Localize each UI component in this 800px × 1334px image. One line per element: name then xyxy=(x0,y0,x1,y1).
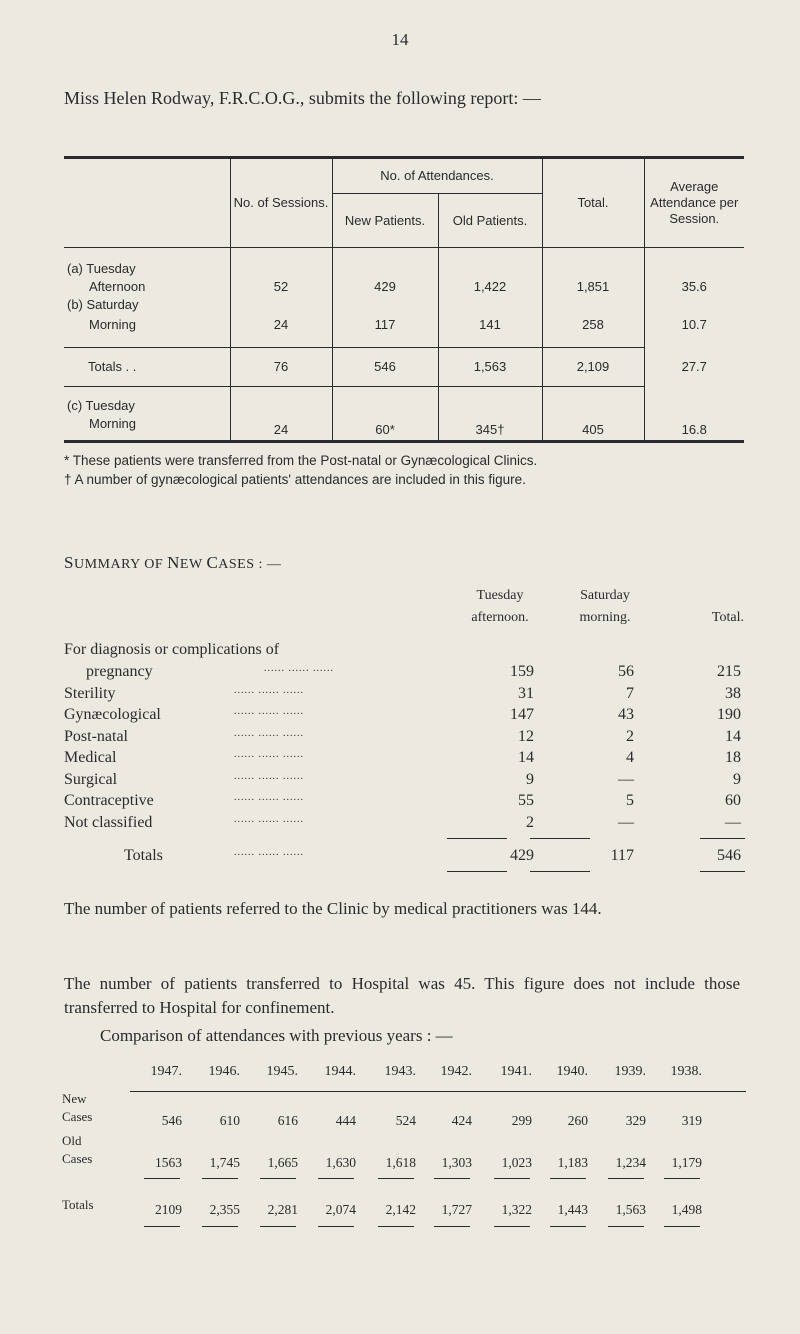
summary-row-tuesday: 14 xyxy=(518,749,534,766)
comparison-old-value: 1,665 xyxy=(267,1155,298,1170)
comparison-year: 1941. xyxy=(500,1064,532,1079)
comparison-rule xyxy=(494,1178,530,1179)
comparison-new-value: 329 xyxy=(625,1113,646,1128)
comparison-label: Comparison of attendances with previous years : — xyxy=(100,1026,453,1045)
summary-title-c: C xyxy=(206,553,219,572)
summary-totals-dots: ...... ...... ...... xyxy=(234,847,304,858)
summary-row-label: Contraceptive xyxy=(64,792,154,809)
row-a-new: 429 xyxy=(332,248,438,316)
header-sessions: No. of Sessions. xyxy=(230,158,332,248)
summary-first-label xyxy=(64,641,744,663)
row-c-total: 405 xyxy=(542,387,644,442)
comparison-total-value: 2,355 xyxy=(209,1202,240,1217)
comparison-new-value: 319 xyxy=(681,1113,702,1128)
summary-row-saturday: 4 xyxy=(626,749,634,766)
comparison-rule xyxy=(434,1226,470,1227)
summary-title-ew: EW xyxy=(179,557,207,572)
row-c-label-1: (c) Tuesday xyxy=(67,398,135,413)
summary-row-label: pregnancy xyxy=(86,663,153,680)
comparison-rule xyxy=(202,1226,238,1227)
comparison-total-value: 1,563 xyxy=(615,1202,646,1217)
summary-row-total: 14 xyxy=(725,727,741,745)
row-a-average: 35.6 xyxy=(681,279,707,294)
row-c-label-2: Morning xyxy=(89,416,136,431)
comparison-old-value: 1563 xyxy=(155,1155,182,1170)
comparison-old-value: 1,618 xyxy=(385,1155,416,1170)
summary-row-total: 38 xyxy=(725,684,741,702)
comparison-rule xyxy=(144,1178,180,1179)
summary-row xyxy=(64,814,744,836)
summary-row-total: 60 xyxy=(725,792,741,809)
table-row-c xyxy=(64,387,744,442)
comparison-new-value: 610 xyxy=(219,1113,240,1128)
comparison-year: 1945. xyxy=(266,1064,298,1079)
footnote-2: † A number of gynæcological patients' attendances are included in this figure. xyxy=(64,472,526,487)
row-c-average: 16.8 xyxy=(681,422,707,437)
row-totals-old: 1,563 xyxy=(438,348,542,387)
summary-title-ummary: UMMARY OF xyxy=(73,557,168,572)
header-average: Average Attendance per Session. xyxy=(644,158,744,248)
comparison-rule xyxy=(260,1178,296,1179)
summary-row-dots: ...... ...... ...... xyxy=(234,792,304,803)
row-a-sessions: 52 xyxy=(230,248,332,316)
summary-col-saturday-1: Saturday xyxy=(580,588,630,603)
comparison-total-value: 1,322 xyxy=(501,1202,532,1217)
summary-row-saturday: 56 xyxy=(618,663,634,680)
summary-row-label: Gynæcological xyxy=(64,706,161,723)
summary-totals-tuesday: 429 xyxy=(510,847,534,864)
summary-rule xyxy=(530,838,590,839)
comparison-year: 1947. xyxy=(150,1064,182,1079)
comparison-rule xyxy=(608,1178,644,1179)
summary-row-dots: ...... ...... ...... xyxy=(234,727,304,739)
comparison-new-value: 546 xyxy=(161,1113,182,1128)
summary-row-tuesday: 159 xyxy=(510,663,534,680)
summary-row-tuesday: 31 xyxy=(518,684,534,702)
summary-row-total: — xyxy=(725,813,741,831)
comparison-rule xyxy=(434,1178,470,1179)
summary-row-saturday: 7 xyxy=(626,684,634,702)
summary-row xyxy=(64,706,744,728)
comparison-total-value: 1,443 xyxy=(557,1202,588,1217)
summary-row xyxy=(64,685,744,707)
summary-row-dots: ...... ...... ...... xyxy=(234,749,304,760)
row-b-label-1: (b) Saturday xyxy=(67,297,139,312)
row-a-total: 1,851 xyxy=(542,248,644,316)
summary-title-n: N xyxy=(167,553,180,572)
comparison-total-value: 1,727 xyxy=(441,1202,472,1217)
comparison-new-value: 616 xyxy=(277,1113,298,1128)
footnotes xyxy=(64,451,744,489)
comparison-year: 1940. xyxy=(556,1064,588,1079)
summary-row-label: Surgical xyxy=(64,770,118,788)
summary-title-ases: ASES : — xyxy=(218,557,282,572)
summary-totals-label: Totals xyxy=(124,847,163,864)
summary-row-label: Medical xyxy=(64,749,117,766)
summary-row-label: Sterility xyxy=(64,684,116,702)
comparison-rule xyxy=(608,1226,644,1227)
summary-row-tuesday: 9 xyxy=(526,770,534,788)
summary-row-tuesday: 12 xyxy=(518,727,534,745)
summary-rule xyxy=(700,838,745,839)
summary-row-dots: ...... ...... ...... xyxy=(234,684,304,696)
comparison-total-value: 2,281 xyxy=(267,1202,298,1217)
row-a-old: 1,422 xyxy=(438,248,542,316)
summary-row-saturday: 2 xyxy=(626,727,634,745)
row-c-new: 60* xyxy=(332,387,438,442)
row-b-total: 258 xyxy=(542,315,644,348)
comparison-rule xyxy=(260,1226,296,1227)
comparison-total-value: 2109 xyxy=(155,1202,182,1217)
summary-row xyxy=(64,771,744,793)
comparison-year: 1943. xyxy=(384,1064,416,1079)
summary-totals-total: 546 xyxy=(717,847,741,864)
comparison-rule xyxy=(494,1226,530,1227)
row-totals-new: 546 xyxy=(332,348,438,387)
comparison-rule xyxy=(378,1226,414,1227)
header-total: Total. xyxy=(542,158,644,248)
footnote-1: * These patients were transferred from the Post-natal or Gynæcological Clinics. xyxy=(64,453,538,468)
summary-row-total: 9 xyxy=(733,770,741,788)
paragraph-transferred: The number of patients transferred to Hospital was 45. This figure does not include those transferred to Hospital for confinement. xyxy=(64,974,740,1017)
summary-title xyxy=(64,553,281,573)
row-totals-label: Totals . . xyxy=(64,348,230,387)
row-totals-average: 27.7 xyxy=(681,359,707,374)
comparison-new-label-2: Cases xyxy=(62,1109,93,1124)
summary-row-saturday: 43 xyxy=(618,706,634,723)
summary-row-total: 215 xyxy=(717,663,741,680)
summary-row-tuesday: 147 xyxy=(510,706,534,723)
summary-row-total: 18 xyxy=(725,749,741,766)
comparison-new-value: 524 xyxy=(395,1113,416,1128)
comparison-rule xyxy=(318,1178,354,1179)
comparison-total-value: 2,142 xyxy=(385,1202,416,1217)
summary-row-dots: ...... ...... ...... xyxy=(234,706,304,717)
comparison-year: 1942. xyxy=(440,1064,472,1079)
comparison-year: 1938. xyxy=(670,1064,702,1079)
table-row-totals xyxy=(64,348,744,387)
row-a-label-1: (a) Tuesday xyxy=(67,261,136,276)
comparison-old-value: 1,183 xyxy=(557,1155,588,1170)
page-number: 14 xyxy=(391,30,409,49)
comparison-new-value: 299 xyxy=(511,1113,532,1128)
summary-row-label: Post-natal xyxy=(64,727,128,745)
summary-row-saturday: — xyxy=(618,770,634,788)
row-a-label-2: Afternoon xyxy=(89,279,146,294)
comparison-old-label-2: Cases xyxy=(62,1151,93,1166)
comparison-new-value: 260 xyxy=(567,1113,588,1128)
comparison-rule xyxy=(318,1226,354,1227)
paragraph-referred: The number of patients referred to the Clinic by medical practitioners was 144. xyxy=(64,899,602,918)
comparison-total-value: 1,498 xyxy=(671,1202,702,1217)
table-row-b xyxy=(64,315,744,348)
summary-col-tuesday-2: afternoon. xyxy=(471,610,529,625)
summary-row-label: Not classified xyxy=(64,813,153,831)
comparison-rule xyxy=(550,1178,586,1179)
header-old-patients: Old Patients. xyxy=(438,194,542,248)
comparison-old-value: 1,630 xyxy=(325,1155,356,1170)
summary-rule xyxy=(700,871,745,872)
header-new-patients: New Patients. xyxy=(332,194,438,248)
comparison-year: 1939. xyxy=(614,1064,646,1079)
table-row-a xyxy=(64,248,744,316)
summary-col-saturday-2: morning. xyxy=(579,610,631,625)
summary-row-dots: ...... ...... ...... xyxy=(264,663,334,674)
row-totals-sessions: 76 xyxy=(230,348,332,387)
summary-row-dots: ...... ...... ...... xyxy=(234,770,304,782)
row-c-sessions: 24 xyxy=(230,387,332,442)
comparison-rule xyxy=(664,1226,700,1227)
summary-row-tuesday: 55 xyxy=(518,792,534,809)
comparison-new-value: 424 xyxy=(451,1113,472,1128)
comparison-rule xyxy=(664,1178,700,1179)
summary-totals-row xyxy=(64,847,744,869)
comparison-year: 1944. xyxy=(324,1064,356,1079)
header-attendances: No. of Attendances. xyxy=(332,158,542,194)
comparison-old-value: 1,234 xyxy=(615,1155,646,1170)
summary-row xyxy=(64,728,744,750)
summary-row xyxy=(64,749,744,771)
row-totals-total: 2,109 xyxy=(542,348,644,387)
comparison-rule xyxy=(202,1178,238,1179)
comparison-old-value: 1,023 xyxy=(501,1155,532,1170)
row-b-old: 141 xyxy=(438,315,542,348)
comparison-year: 1946. xyxy=(208,1064,240,1079)
comparison-old-value: 1,179 xyxy=(671,1155,702,1170)
summary-row-saturday: — xyxy=(618,813,634,831)
row-b-label-2: Morning xyxy=(89,317,136,332)
summary-row-tuesday: 2 xyxy=(526,813,534,831)
summary-row-saturday: 5 xyxy=(626,792,634,809)
summary-col-tuesday-1: Tuesday xyxy=(476,588,524,603)
summary-rule xyxy=(530,871,590,872)
comparison-new-value: 444 xyxy=(335,1113,356,1128)
summary-row-dots: ...... ...... ...... xyxy=(234,813,304,825)
comparison-new-label-1: New xyxy=(62,1091,87,1106)
comparison-old-label-1: Old xyxy=(62,1133,82,1148)
row-c-old: 345† xyxy=(438,387,542,442)
row-b-average: 10.7 xyxy=(681,317,707,332)
comparison-totals-label: Totals xyxy=(62,1197,94,1212)
attendance-table xyxy=(64,156,744,443)
comparison-rule xyxy=(378,1178,414,1179)
summary-row xyxy=(64,663,744,685)
summary-row xyxy=(64,792,744,814)
summary-row-total: 190 xyxy=(717,706,741,723)
comparison-total-value: 2,074 xyxy=(325,1202,356,1217)
comparison-old-value: 1,303 xyxy=(441,1155,472,1170)
summary-rule xyxy=(447,871,507,872)
row-b-sessions: 24 xyxy=(230,315,332,348)
summary-col-total: Total. xyxy=(711,610,744,625)
summary-first-label-text: For diagnosis or complications of xyxy=(64,641,280,658)
comparison-old-value: 1,745 xyxy=(209,1155,240,1170)
intro-text: Miss Helen Rodway, F.R.C.O.G., submits the following report: — xyxy=(64,88,541,108)
row-b-new: 117 xyxy=(332,315,438,348)
summary-col-tuesday xyxy=(445,585,555,629)
summary-totals-saturday: 117 xyxy=(610,847,634,864)
comparison-header-rule xyxy=(130,1091,746,1092)
summary-title-s: S xyxy=(64,553,74,572)
summary-rule xyxy=(447,838,507,839)
comparison-rule xyxy=(550,1226,586,1227)
comparison-rule xyxy=(144,1226,180,1227)
summary-col-saturday xyxy=(555,585,655,629)
